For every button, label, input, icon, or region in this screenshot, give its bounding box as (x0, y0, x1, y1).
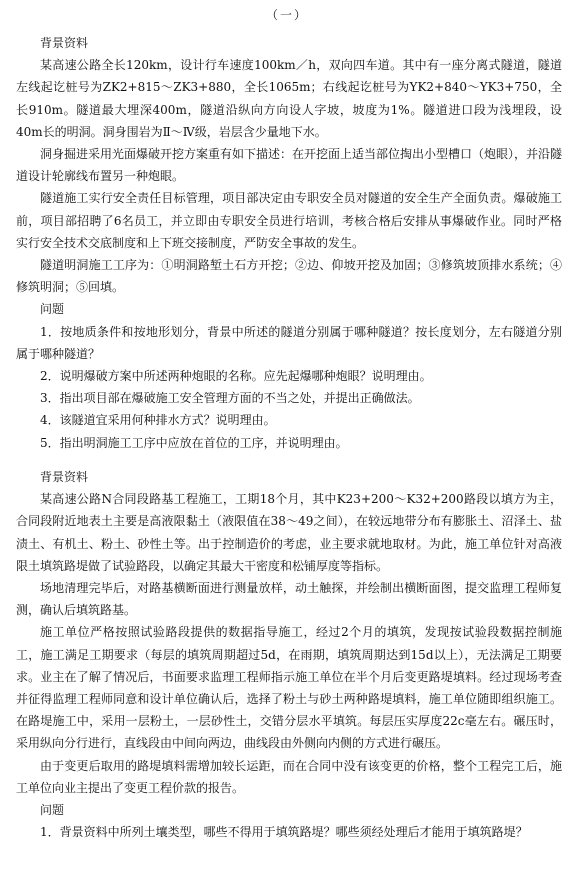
background-paragraph: 某高速公路全长120km，设计行车速度100km／h，双向四车道。其中有一座分离式隧道，隧道左线起讫桩号为ZK2+815～ZK3+880，全长1065m；右线起讫桩号为YK2+840～YK3+750，全长910m。隧道最大埋深400m，隧道沿纵向方向设人字坡，坡度为1%。隧道进口段为浅埋段，设40m长的明洞。洞身围岩为Ⅱ～Ⅳ级，岩层含少量地下水。 (16, 58, 562, 139)
question-item: 5．指出明洞施工工序中应放在首位的工序，并说明理由。 (40, 435, 348, 450)
question-item: 4．该隧道宜采用何种排水方式？说明理由。 (40, 413, 276, 428)
background-paragraph: 施工单位严格按照试验路段提供的数据指导施工，经过2个月的填筑，发现按试验段数据控制施工，施工满足工期要求（每层的填筑周期超过5d，在雨期，填筑周期达到15d以上），无法满足工期要求。业主在了解了情况后，书面要求监理工程师指示施工单位在半个月后变更路堤填料。经过现场考查并征得监理工程师同意和设计单位确认后，选择了粉土与砂土两种路堤填料，施工单位随即组织施工。在路堤施工中，采用一层粉土，一层砂性土，交错分层水平填筑。每层压实厚度22c毫左右。碾压时，采用纵向分行进行，直线段由中间向两边，曲线段由外侧向内侧的方式进行碾压。 (16, 625, 562, 751)
background-label: 背景资料 (40, 470, 89, 484)
questions-label: 问题 (40, 803, 65, 818)
question-item: 3．指出项目部在爆破施工安全管理方面的不当之处，并提出正确做法。 (40, 391, 420, 406)
background-paragraph: 隧道明洞施工工序为：①明洞路堑土石方开挖；②边、仰坡开挖及加固；③修筑坡顶排水系统；④修筑明洞；⑤回填。 (16, 258, 562, 295)
question-item: 1．背景资料中所列土壤类型，哪些不得用于填筑路堤？哪些须经处理后才能用于填筑路堤？ (40, 825, 528, 840)
case-2 (16, 466, 562, 843)
background-paragraph: 场地清理完毕后，对路基横断面进行测量放样，动土触探，并绘制出横断面图，提交监理工程师复测，确认后填筑路基。 (16, 581, 562, 618)
question-item: 2．说明爆破方案中所述两种炮眼的名称。应先起爆哪种炮眼？说明理由。 (40, 369, 432, 384)
background-paragraph: 洞身掘进采用光面爆破开挖方案重有如下描述：在开挖面上适当部位掏出小型槽口（炮眼），并沿隧道设计轮廓线布置另一种炮眼。 (16, 147, 563, 184)
question-item: 1．按地质条件和按地形划分，背景中所述的隧道分别属于哪种隧道？按长度划分，左右隧道分别属于哪种隧道？ (16, 324, 562, 361)
background-paragraph: 由于变更后取用的路堤填料需增加较长运距，而在合同中没有该变更的价格，整个工程完工后，施工单位向业主提出了变更工程价款的报告。 (16, 758, 562, 795)
background-paragraph: 隧道施工实行安全责任目标管理，项目部决定由专职安全员对隧道的安全生产全面负责。爆破施工前，项目部招聘了6名员工，并立即由专职安全员进行培训，考核合格后安排从事爆破作业。同时严格实行安全技术交底制度和上下班交接制度，严防安全事故的发生。 (16, 191, 562, 250)
questions-label: 问题 (40, 302, 65, 317)
section-heading: （一） (265, 8, 308, 22)
background-label: 背景资料 (40, 36, 89, 50)
background-paragraph: 某高速公路N合同段路基工程施工，工期18个月，其中K23+200～K32+200路段以填方为主，合同段附近地表土主要是高液限黏土（液限值在38～49之间），在较远地带分布有膨胀土、沼泽土、盐渍土、有机土、粉土、砂性土等。出于控制造价的考虑，业主要求就地取材。为此，施工单位针对高液限土填筑路堤做了试验路段，以确定其最大干密度和松铺厚度等指标。 (16, 492, 562, 573)
case-1 (16, 32, 562, 454)
